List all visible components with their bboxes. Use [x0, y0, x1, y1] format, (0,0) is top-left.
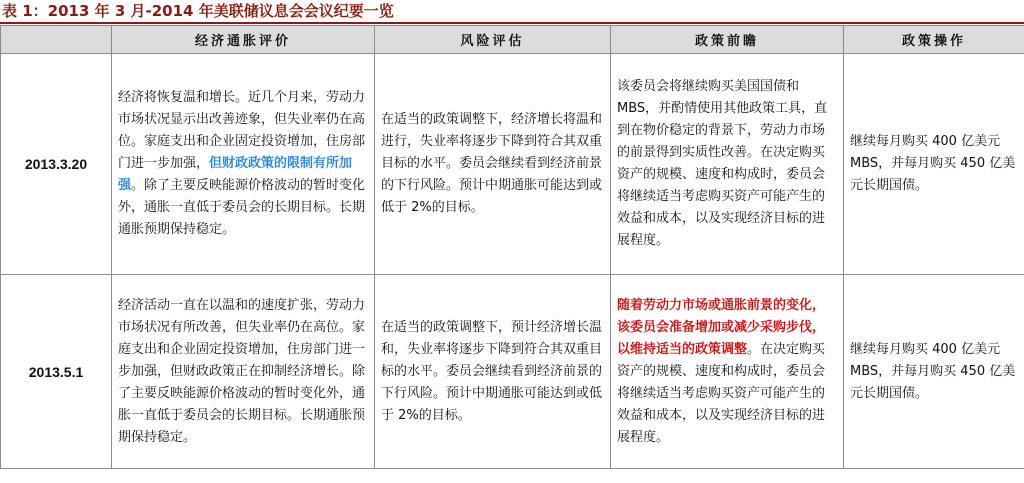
operation-cell: 继续每月购买 400 亿美元 MBS，并每月购买 450 亿美元长期国债。 [844, 275, 1024, 469]
header-risk: 风险评估 [375, 26, 611, 54]
outlook-text-tail: 。在决定购买资产的规模、速度和构成时，委员会将继续适当考虑购买资产可能产生的效益和成本，以及实现经济目标的进展程度。 [617, 341, 826, 445]
economy-highlight: 但财政政策的限制有所加强 [118, 156, 353, 193]
meeting-date: 2013.5.1 [1, 275, 112, 469]
header-economy: 经济通胀评价 [112, 26, 375, 54]
table-title: 表 1：2013 年 3 月-2014 年美联储议息会会议纪要一览 [2, 2, 394, 20]
economy-cell [112, 275, 375, 469]
title-rule [0, 22, 1024, 24]
table-row [1, 54, 1024, 275]
meeting-date: 2013.3.20 [1, 54, 112, 275]
header-date [1, 26, 112, 54]
header-row [1, 26, 1024, 54]
economy-text: 经济活动一直在以温和的速度扩张，劳动力市场状况有所改善，但失业率仍在高位。家庭支出和企业固定投资增加，住房部门进一步加强，但财政政策正在抑制经济增长。除了主要反映能源价格波动的暂时变化外，通胀一直低于委员会的长期目标。长期通胀预期保持稳定。 [118, 297, 366, 445]
table-row [1, 275, 1024, 469]
economy-cell [112, 54, 375, 275]
risk-cell: 在适当的政策调整下，预计经济增长温和，失业率将逐步下降到符合其双重目标的水平。委员会继续看到经济前景的下行风险。预计中期通胀可能达到或低于 2%的目标。 [375, 275, 611, 469]
outlook-cell [611, 275, 844, 469]
header-outlook: 政策前瞻 [611, 26, 844, 54]
outlook-cell [611, 54, 844, 275]
risk-cell: 在适当的政策调整下，经济增长将温和进行，失业率将逐步下降到符合其双重目标的水平。委员会继续看到经济前景的下行风险。预计中期通胀可能达到或低于 2%的目标。 [375, 54, 611, 275]
outlook-text: 该委员会将继续购买美国国债和 MBS，并酌情使用其他政策工具，直到在物价稳定的背景下，劳动力市场的前景得到实质性改善。在决定购买资产的规模、速度和构成时，委员会将继续适当考虑购买资产可能产生的效益和成本，以及实现经济目标的进展程度。 [617, 79, 828, 248]
outlook-highlight: 随着劳动力市场或通胀前景的变化，该委员会准备增加或减少采购步伐，以维持适当的政策调整 [617, 297, 826, 357]
fomc-minutes-table [0, 25, 1024, 469]
economy-text: 经济将恢复温和增长。近几个月来，劳动力市场状况显示出改善迹象，但失业率仍在高位。家庭支出和企业固定投资增加，住房部门进一步加强， [118, 90, 366, 171]
economy-text-tail: 。除了主要反映能源价格波动的暂时变化外，通胀一直低于委员会的长期目标。长期通胀预期保持稳定。 [118, 178, 366, 237]
operation-cell: 继续每月购买 400 亿美元 MBS，并每月购买 450 亿美元长期国债。 [844, 54, 1024, 275]
header-operation: 政策操作 [844, 26, 1024, 54]
